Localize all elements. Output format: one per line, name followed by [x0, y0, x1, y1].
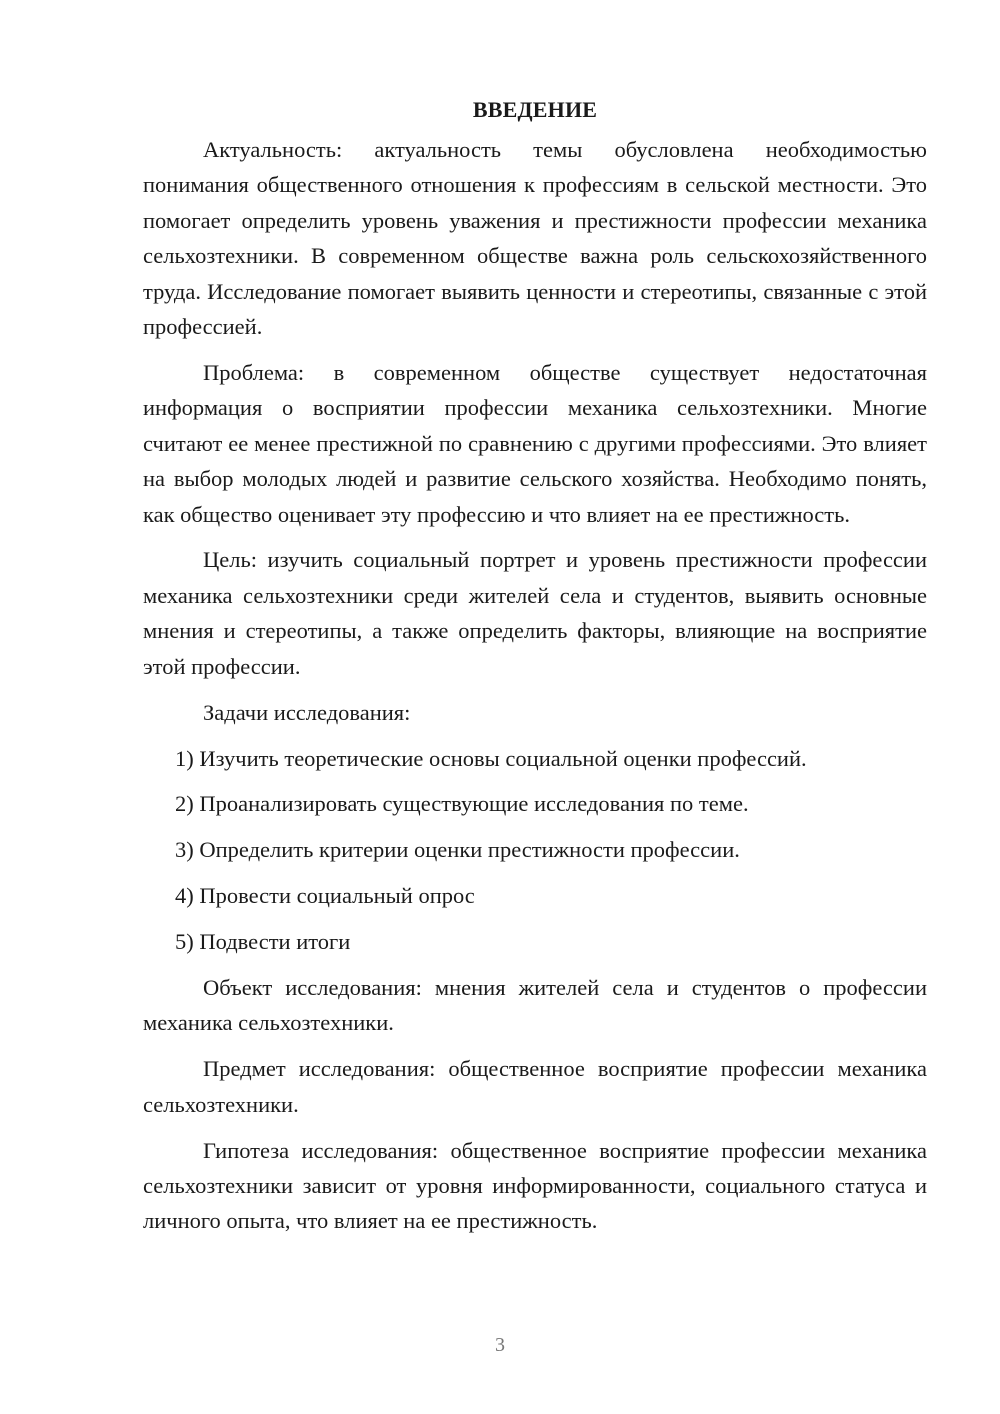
paragraph-goal: Цель: изучить социальный портрет и уровень престижности профессии механика сельхозтехники среди жителей села и студентов, выявить основные мнения и стереотипы, а также определить факторы, влияющие на восприятие этой профессии. — [143, 547, 927, 679]
paragraph-object: Объект исследования: мнения жителей села и студентов о профессии механика сельхозтехники. — [143, 975, 927, 1036]
list-item: 2) Проанализировать существующие исследования по теме. — [175, 791, 749, 817]
list-item: 4) Провести социальный опрос — [175, 883, 475, 909]
tasks-heading: Задачи исследования: — [203, 699, 411, 725]
page-number: 3 — [495, 1334, 505, 1356]
list-item: 1) Изучить теоретические основы социальной оценки профессий. — [175, 745, 807, 771]
section-title: ВВЕДЕНИЕ — [472, 97, 598, 122]
tasks-list — [143, 741, 927, 960]
paragraph-problem: Проблема: в современном обществе существует недостаточная информация о восприятии профессии механика сельхозтехники. Многие считают ее менее престижной по сравнению с другими профессиями. Это влияет на выбор молодых людей и развитие сельского хозяйства. Необходимо понять, как общество оценивает эту профессию и что влияет на ее престижность. — [143, 359, 927, 527]
paragraph-hypothesis: Гипотеза исследования: общественное восприятие профессии механика сельхозтехники зависит от уровня информированности, социального статуса и личного опыта, что влияет на ее престижность. — [143, 1137, 927, 1234]
paragraph-subject: Предмет исследования: общественное восприятие профессии механика сельхозтехники. — [143, 1056, 927, 1117]
list-item: 3) Определить критерии оценки престижности профессии. — [175, 837, 740, 863]
document-page — [143, 92, 927, 1249]
paragraph-relevance: Актуальность: актуальность темы обусловлена необходимостью понимания общественного отношения к профессиям в сельской местности. Это помогает определить уровень уважения и престижности профессии механика сельхозтехники. В современном обществе важна роль сельскохозяйственного труда. Исследование помогает выявить ценности и стереотипы, связанные с этой профессией. — [143, 137, 927, 340]
list-item: 5) Подвести итоги — [175, 929, 351, 955]
